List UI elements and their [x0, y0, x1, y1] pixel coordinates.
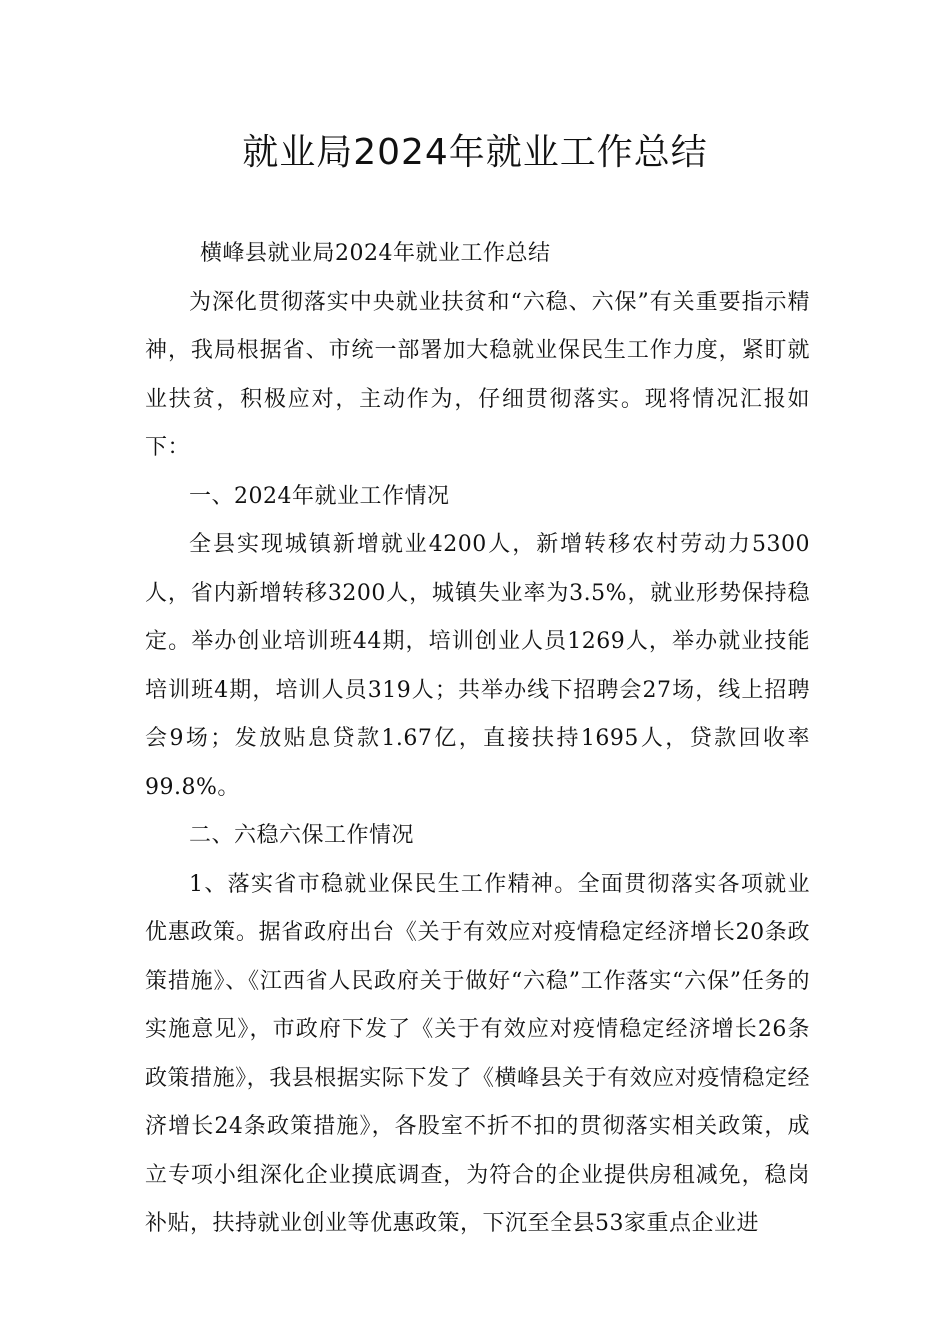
section-heading-1: 一、2024年就业工作情况 [189, 483, 450, 509]
paragraph-policy-implementation: 1、落实省市稳就业保民生工作精神。全面贯彻落实各项就业优惠政策。据省政府出台《关于有效应对疫情稳定经济增长20条政策措施》、《江西省人民政府关于做好“六稳”工作落实“六保”任务的实施意见》，市政府下发了《关于有效应对疫情稳定经济增长26条政策措施》，我县根据实际下发了《横峰县关于有效应对疫情稳定经济增长24条政策措施》，各股室不折不扣的贯彻落实相关政策，成立专项小组深化企业摸底调查，为符合的企业提供房租减免，稳岗补贴，扶持就业创业等优惠政策，下沉至全县53家重点企业进 [145, 871, 810, 1236]
paragraph-employment-stats: 全县实现城镇新增就业4200人，新增转移农村劳动力5300人，省内新增转移3200人，城镇失业率为3.5%，就业形势保持稳定。举办创业培训班44期，培训创业人员1269人，举办就业技能培训班4期，培训人员319人；共举办线下招聘会27场，线上招聘会9场；发放贴息贷款1.67亿，直接扶持1695人，贷款回收率99.8%。 [145, 532, 810, 800]
section-heading-2: 二、六稳六保工作情况 [189, 823, 415, 848]
document-subtitle: 横峰县就业局2024年就业工作总结 [200, 241, 551, 266]
paragraph-intro: 为深化贯彻落实中央就业扶贫和“六稳、六保”有关重要指示精神，我局根据省、市统一部署加大稳就业保民生工作力度，紧盯就业扶贫，积极应对，主动作为，仔细贯彻落实。现将情况汇报如下： [145, 289, 810, 460]
document-body [145, 230, 810, 1249]
document-title: 就业局2024年就业工作总结 [242, 132, 708, 173]
